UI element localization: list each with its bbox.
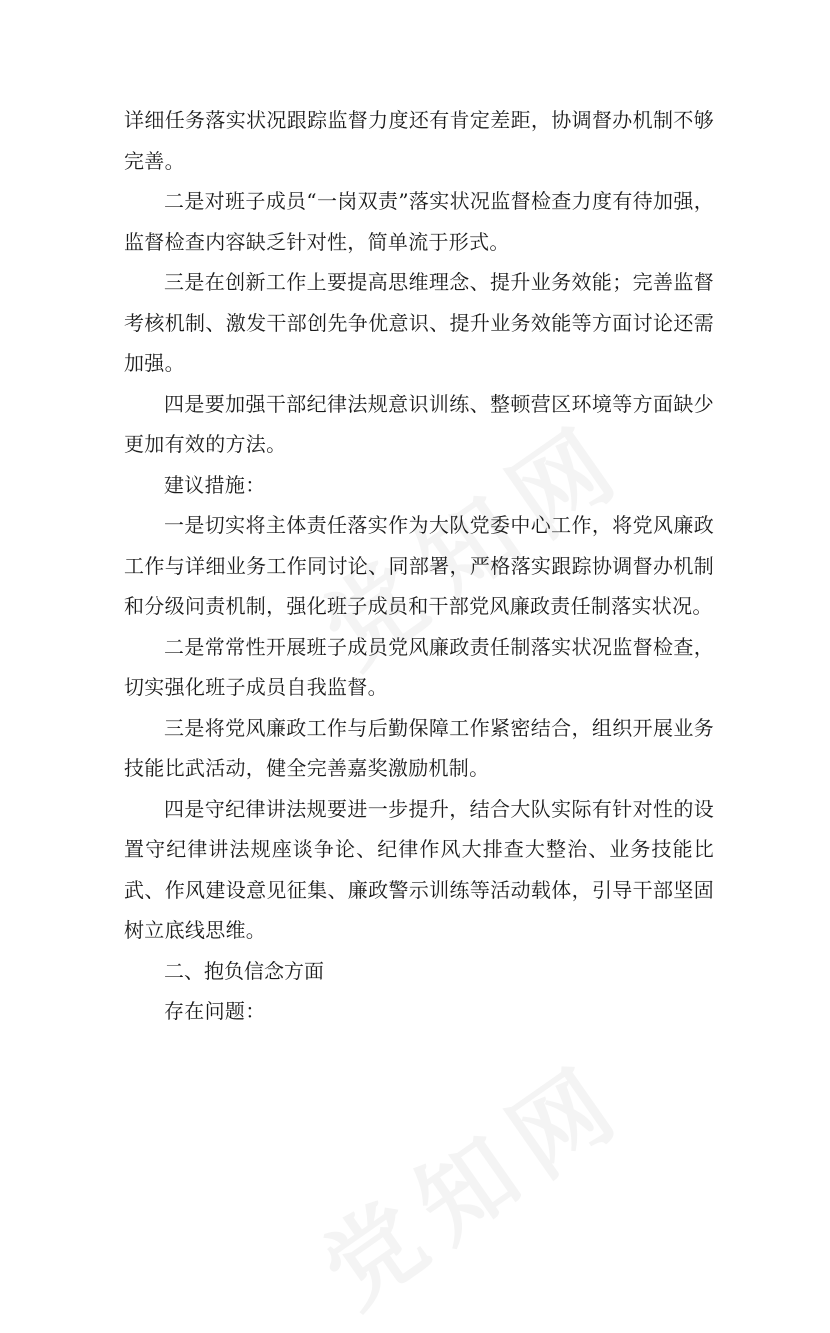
paragraph-problem-4: 四是要加强干部纪律法规意识训练、整顿营区环境等方面缺少更加有效的方法。 xyxy=(124,391,714,456)
section-label-suggestions: 建议措施： xyxy=(164,472,266,497)
document-body xyxy=(124,100,714,1032)
paragraph-problem-2: 二是对班子成员“一岗双责”落实状况监督检查力度有待加强，监督检查内容缺乏针对性，简单流于形式。 xyxy=(124,189,714,254)
paragraph-problem-3: 三是在创新工作上要提高思维理念、提升业务效能；完善监督考核机制、激发干部创先争优意识、提升业务效能等方面讨论还需加强。 xyxy=(124,270,714,375)
paragraph-measure-4: 四是守纪律讲法规要进一步提升，结合大队实际有针对性的设置守纪律讲法规座谈争论、纪律作风大排查大整治、业务技能比武、作风建设意见征集、廉政警示训练等活动载体，引导干部坚固树立底线思维。 xyxy=(124,796,714,942)
watermark-logo-bottom xyxy=(292,1024,651,1332)
section-label-problems: 存在问题： xyxy=(164,999,266,1023)
paragraph-measure-1: 一是切实将主体责任落实作为大队党委中心工作，将党风廉政工作与详细业务工作同讨论、同部署，严格落实跟踪协调督办机制和分级问责机制，强化班子成员和干部党风廉政责任制落实状况。 xyxy=(124,513,714,618)
section-heading: 二、抱负信念方面 xyxy=(164,958,324,983)
paragraph-measure-2: 二是常常性开展班子成员党风廉政责任制落实状况监督检查，切实强化班子成员自我监督。 xyxy=(124,634,714,699)
paragraph-continuation: 详细任务落实状况跟踪监督力度还有肯定差距，协调督办机制不够完善。 xyxy=(124,108,714,173)
paragraph-measure-3: 三是将党风廉政工作与后勤保障工作紧密结合，组织开展业务技能比武活动，健全完善嘉奖激励机制。 xyxy=(124,715,714,780)
